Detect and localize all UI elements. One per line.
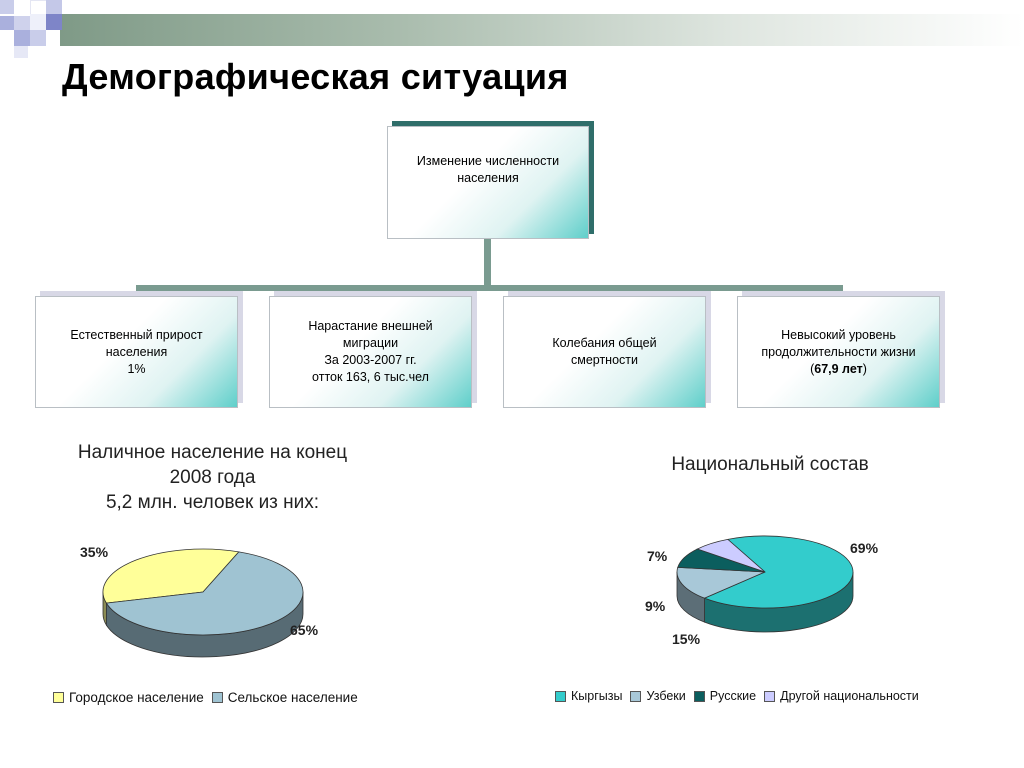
data-label-urban: 35% — [80, 544, 109, 560]
legend-label: Русские — [709, 689, 757, 703]
data-label-kyrgyz: 69% — [850, 540, 879, 556]
slide-title: Демографическая ситуация — [62, 56, 569, 97]
legend-key-kyrgyz — [555, 691, 566, 702]
chart-title-line: Национальный состав — [671, 454, 869, 475]
legend-item-uzbek — [630, 689, 685, 703]
legend-label: Городское население — [69, 690, 204, 705]
legend-key-uzbek — [630, 691, 641, 702]
chart-title-line: 5,2 млн. человек из них: — [105, 492, 320, 513]
org-box-text: отток 163, 6 тыс.чел — [312, 370, 429, 384]
legend-label: Кыргызы — [571, 689, 623, 703]
org-box-text: Колебания общей — [552, 336, 657, 350]
org-box-text: населения — [457, 171, 519, 185]
org-box-text: 1% — [127, 361, 146, 376]
paren: ) — [862, 361, 867, 376]
data-label-other: 7% — [647, 548, 668, 564]
org-box-text: Невысокий уровень — [781, 327, 896, 342]
legend-item-urban — [53, 690, 204, 705]
legend-key-rural — [212, 692, 223, 703]
legend-item-kyrgyz — [555, 689, 622, 703]
legend-item-other — [764, 689, 919, 703]
legend-key-other — [764, 691, 775, 702]
legend-label: Узбеки — [646, 689, 686, 703]
data-label-rural: 65% — [290, 622, 319, 638]
chart-title-line: Наличное население на конец — [77, 442, 348, 463]
data-label-uzbek: 15% — [672, 631, 701, 647]
legend-item-rural — [212, 690, 358, 705]
org-box-text: Естественный прирост — [70, 327, 203, 342]
org-box-text: населения — [105, 344, 168, 359]
legend-key-urban — [53, 692, 64, 703]
legend-label: Другой национальности — [780, 689, 919, 703]
data-label-russian: 9% — [645, 598, 666, 614]
org-box-text: продолжительности жизни — [761, 344, 916, 359]
legend-label: Сельское население — [227, 690, 358, 705]
org-box-text: смертности — [570, 353, 638, 367]
paren: ( — [810, 361, 815, 376]
chart-title-line: 2008 года — [169, 467, 256, 488]
legend-key-russian — [694, 691, 705, 702]
org-box-text: миграции — [342, 336, 399, 350]
legend-chart-1 — [53, 690, 366, 705]
org-box-text: Изменение численности — [416, 154, 560, 168]
org-box-text: За 2003-2007 гг. — [324, 353, 417, 367]
legend-item-russian — [694, 689, 756, 703]
life-expectancy-value: 67,9 лет — [814, 361, 863, 376]
legend-chart-2 — [555, 689, 927, 703]
org-box-text: Нарастание внешней — [308, 319, 433, 333]
